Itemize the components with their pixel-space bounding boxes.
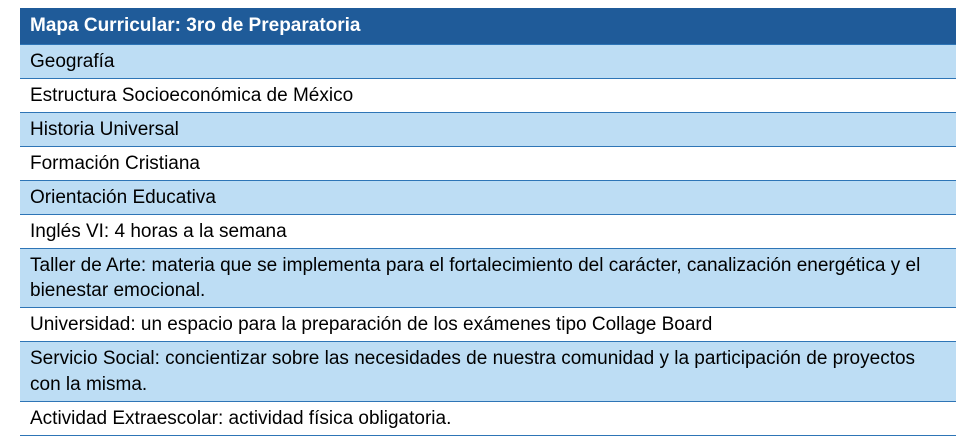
page-title: Mapa Curricular: 3ro de Preparatoria [20,8,956,44]
curriculum-table [20,8,956,436]
subject-cell: Formación Cristiana [20,146,956,180]
table-row [20,249,956,308]
table-row [20,401,956,435]
subject-cell: Actividad Extraescolar: actividad física obligatoria. [20,401,956,435]
table-row [20,112,956,146]
table-row [20,78,956,112]
subject-cell: Servicio Social: concientizar sobre las necesidades de nuestra comunidad y la participación de proyectos con la misma. [20,342,956,401]
table-header-row [20,8,956,44]
table-row [20,181,956,215]
table-row [20,342,956,401]
subject-cell: Geografía [20,44,956,78]
subject-cell: Inglés VI: 4 horas a la semana [20,215,956,249]
subject-cell: Universidad: un espacio para la preparación de los exámenes tipo Collage Board [20,308,956,342]
subject-cell: Historia Universal [20,112,956,146]
table-row [20,146,956,180]
subject-cell: Orientación Educativa [20,181,956,215]
subject-cell: Taller de Arte: materia que se implementa para el fortalecimiento del carácter, canalización energética y el bienestar emocional. [20,249,956,308]
curriculum-table-container [20,8,956,436]
subject-cell: Estructura Socioeconómica de México [20,78,956,112]
table-row [20,215,956,249]
table-row [20,308,956,342]
table-row [20,44,956,78]
